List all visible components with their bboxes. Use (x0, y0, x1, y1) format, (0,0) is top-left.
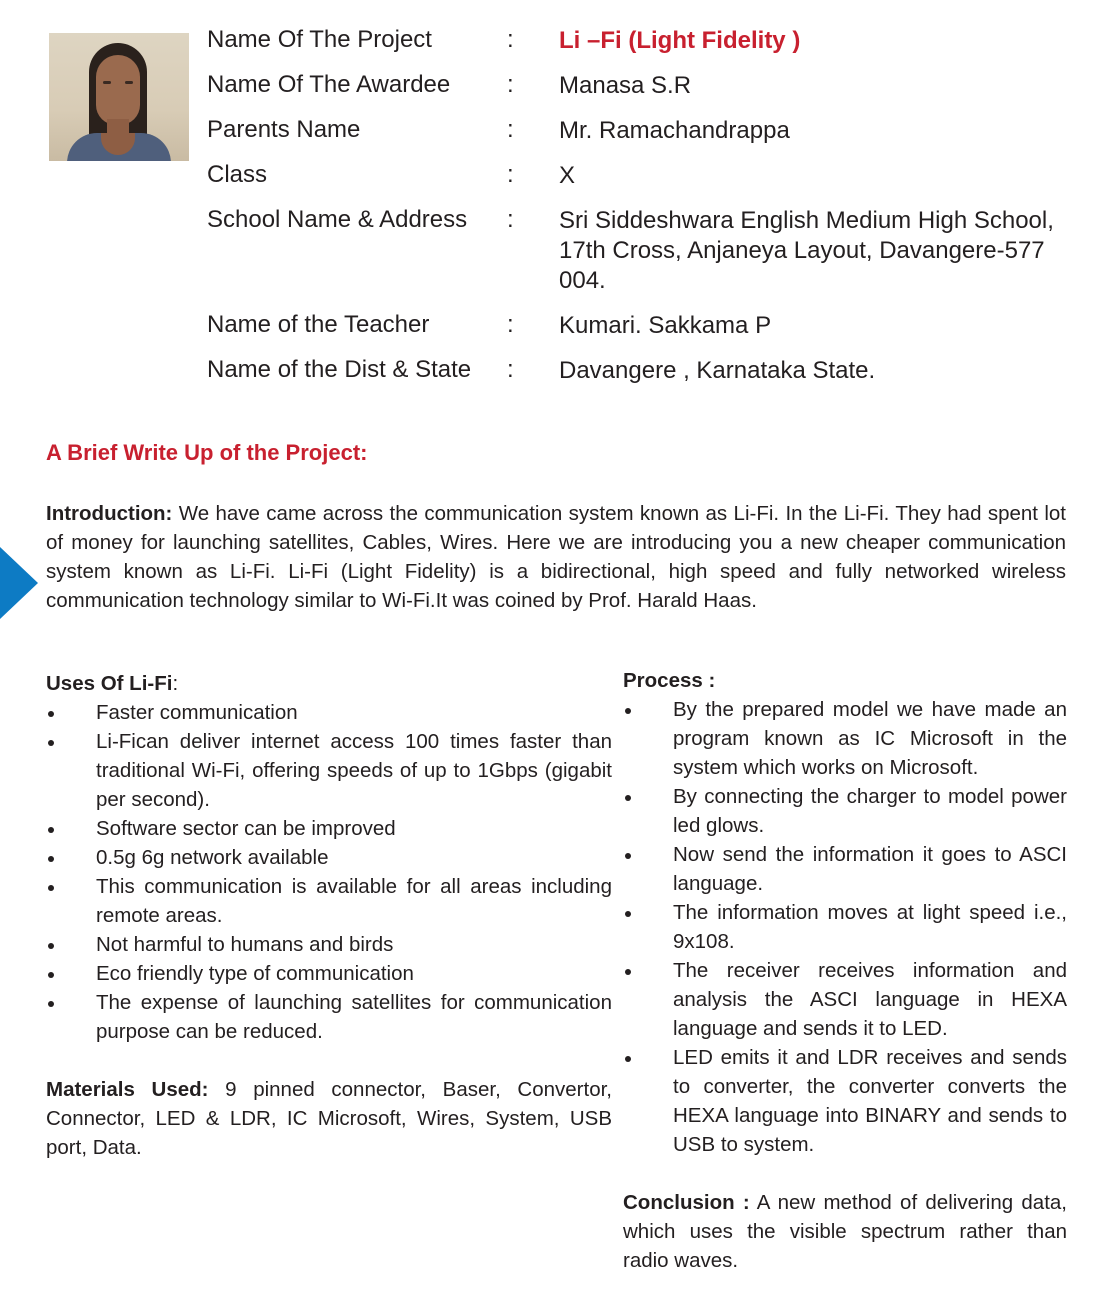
field-colon: : (507, 116, 514, 143)
field-dist-state (207, 356, 1069, 386)
list-item: Li-Fican deliver internet access 100 times faster than traditional Wi-Fi, offering speeds of up to 1Gbps (gigabit per second). (46, 727, 612, 814)
field-teacher (207, 311, 1069, 341)
field-label: Name Of The Project (207, 26, 432, 53)
uses-heading-colon: : (172, 672, 179, 695)
field-label: School Name & Address (207, 206, 468, 233)
introduction-label: Introduction: (46, 502, 173, 525)
field-label: Name of the Dist & State (207, 356, 472, 383)
list-item: Not harmful to humans and birds (46, 930, 612, 959)
list-item: By connecting the charger to model power led glows. (623, 782, 1067, 840)
field-label: Class (207, 161, 268, 188)
conclusion-label: Conclusion : (623, 1191, 750, 1214)
field-colon: : (507, 206, 514, 233)
field-value: Manasa S.R (559, 72, 692, 99)
uses-heading-text: Uses Of Li-Fi (46, 672, 173, 695)
uses-heading (46, 669, 612, 698)
field-value: Sri Siddeshwara English Medium High School, 17th Cross, Anjaneya Layout, Davangere-577 004. (559, 207, 1054, 294)
field-label: Parents Name (207, 116, 361, 143)
materials-label: Materials Used: (46, 1078, 209, 1101)
awardee-photo (49, 33, 189, 161)
materials-paragraph (46, 1075, 612, 1162)
uses-list (46, 698, 612, 1046)
conclusion-text: A new method of delivering data, which uses the visible spectrum rather than radio waves. (623, 1191, 1067, 1272)
field-colon: : (507, 71, 514, 98)
photo-eye-left (103, 81, 111, 84)
field-value-project: Li –Fi (Light Fidelity ) (559, 27, 801, 54)
list-item: The receiver receives information and analysis the ASCI language in HEXA language and sends it to LED. (623, 956, 1067, 1043)
field-label: Name of the Teacher (207, 311, 430, 338)
conclusion-paragraph (623, 1188, 1067, 1275)
field-awardee-name (207, 71, 1069, 101)
list-item: 0.5g 6g network available (46, 843, 612, 872)
photo-eye-right (125, 81, 133, 84)
right-column (623, 666, 1067, 1275)
materials-text: 9 pinned connector, Baser, Convertor, Connector, LED & LDR, IC Microsoft, Wires, System, USB port, Data. (46, 1078, 612, 1159)
field-colon: : (507, 26, 514, 53)
field-class (207, 161, 1069, 191)
field-parents-name (207, 116, 1069, 146)
introduction-paragraph (46, 499, 1066, 615)
field-project-name (207, 26, 1069, 56)
field-colon: : (507, 356, 514, 383)
list-item: By the prepared model we have made an program known as IC Microsoft in the system which works on Microsoft. (623, 695, 1067, 782)
field-value: Mr. Ramachandrappa (559, 117, 790, 144)
list-item: Now send the information it goes to ASCI language. (623, 840, 1067, 898)
field-label: Name Of The Awardee (207, 71, 451, 98)
field-colon: : (507, 161, 514, 188)
list-item: LED emits it and LDR receives and sends to converter, the converter converts the HEXA language into BINARY and sends to USB to system. (623, 1043, 1067, 1159)
photo-face (96, 55, 140, 125)
process-list (623, 695, 1067, 1159)
list-item: The expense of launching satellites for communication purpose can be reduced. (46, 988, 612, 1046)
field-value: X (559, 162, 576, 189)
list-item: Faster communication (46, 698, 612, 727)
field-value: Kumari. Sakkama P (559, 312, 772, 339)
list-item: Software sector can be improved (46, 814, 612, 843)
list-item: Eco friendly type of communication (46, 959, 612, 988)
writeup-title: A Brief Write Up of the Project: (46, 440, 368, 465)
field-school (207, 206, 1059, 296)
field-colon: : (507, 311, 514, 338)
arrow-marker-icon (0, 547, 38, 619)
list-item: This communication is available for all areas including remote areas. (46, 872, 612, 930)
introduction-text: We have came across the communication system known as Li-Fi. In the Li-Fi. They had spent lot of money for launching satellites, Cables, Wires. Here we are introducing you a new cheaper communication system known as Li-Fi. Li-Fi (Light Fidelity) is a bidirectional, high speed and fully networked wireless communication technology similar to Wi-Fi.It was coined by Prof. Harald Haas. (46, 502, 1066, 612)
field-value: Davangere , Karnataka State. (559, 357, 876, 384)
list-item: The information moves at light speed i.e., 9x108. (623, 898, 1067, 956)
process-heading: Process : (623, 669, 716, 692)
left-column (46, 669, 612, 1162)
